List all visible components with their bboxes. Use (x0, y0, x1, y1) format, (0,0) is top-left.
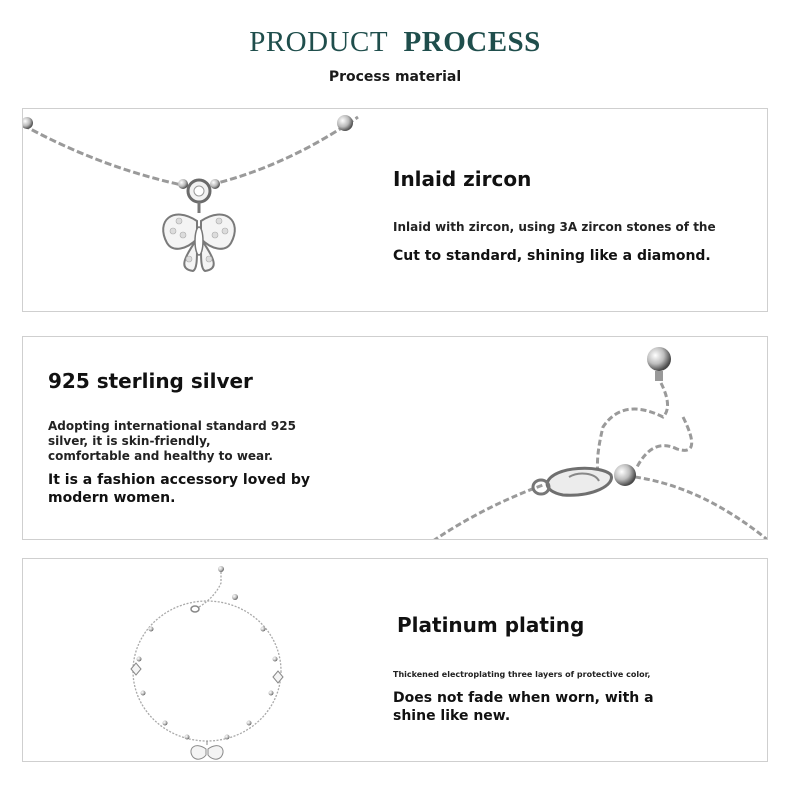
section-text-line2: Cut to standard, shining like a diamond. (393, 248, 711, 264)
section-text-line1: Inlaid with zircon, using 3A zircon stones of the (393, 220, 716, 234)
chain-clasp-image (423, 337, 768, 540)
section-inlaid-zircon (22, 108, 768, 312)
page-subtitle: Process material (328, 69, 462, 85)
section-heading: 925 sterling silver (48, 369, 253, 393)
section-platinum-plating (22, 558, 768, 762)
page-title-light: PRODUCT (249, 26, 389, 58)
section-text-line1: Adopting international standard 925 silver, it is skin-friendly, comfortable and healthy to wear. (48, 419, 296, 463)
butterfly-pendant-image (23, 109, 383, 312)
section-text-line1: Thickened electroplating three layers of protective color, (393, 670, 651, 679)
section-text-line2: It is a fashion accessory loved by modern women. (48, 472, 311, 506)
section-heading: Platinum plating (397, 613, 585, 637)
butterfly-anklet-image (103, 559, 303, 762)
page-title-bold: PROCESS (403, 26, 541, 58)
page-title (0, 26, 790, 59)
section-heading: Inlaid zircon (393, 167, 532, 191)
section-text-line2: Does not fade when worn, with a shine like new. (393, 690, 654, 724)
section-sterling-silver (22, 336, 768, 540)
